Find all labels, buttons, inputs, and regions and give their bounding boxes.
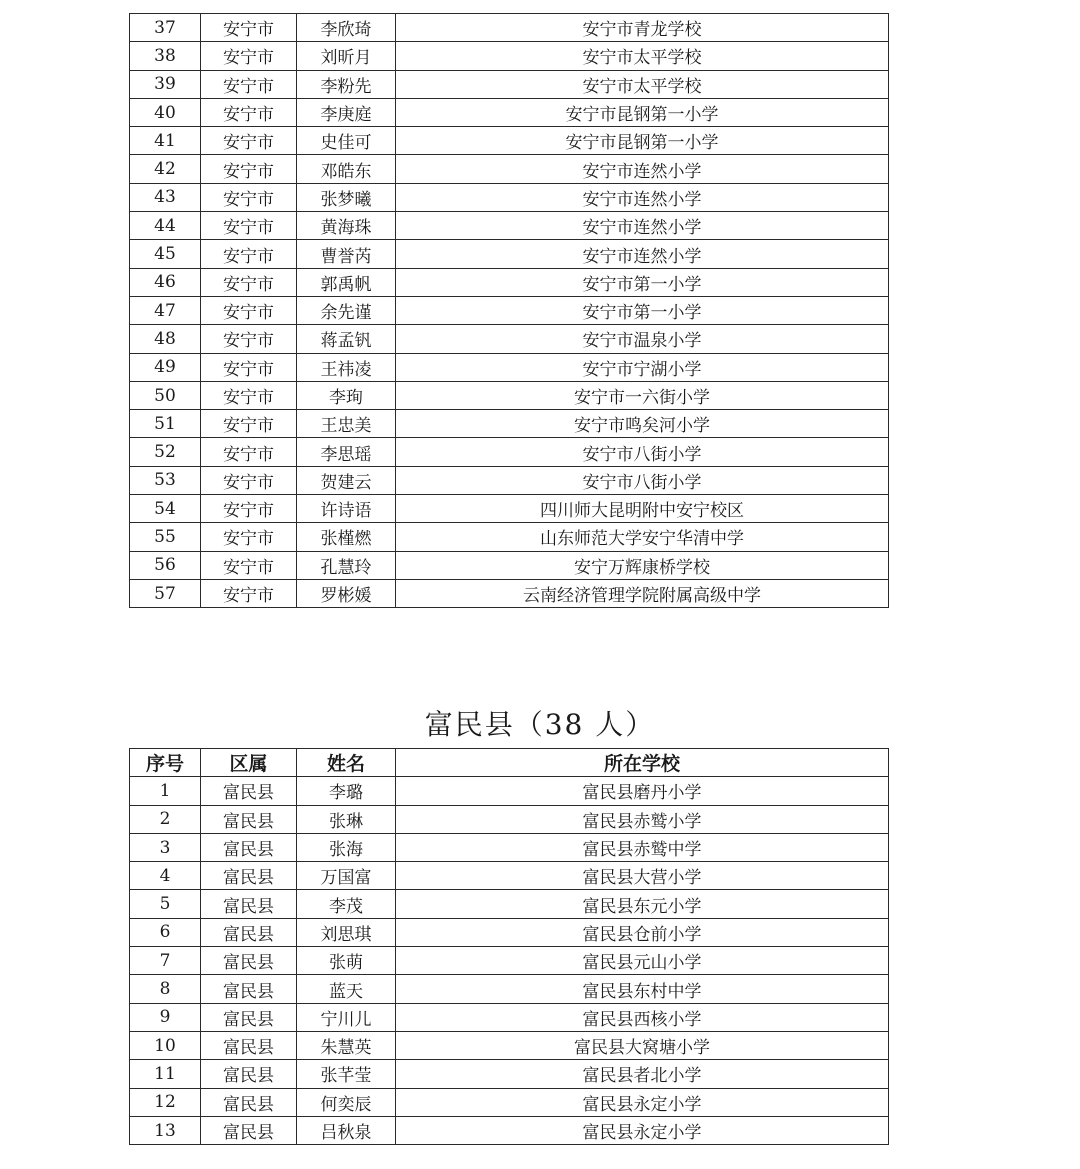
student-name-cell: 孔慧玲 — [297, 551, 396, 579]
school-cell: 安宁市太平学校 — [396, 42, 889, 70]
student-name-cell: 刘思琪 — [297, 918, 396, 946]
district-cell: 安宁市 — [201, 353, 297, 381]
school-cell: 安宁市八街小学 — [396, 466, 889, 494]
serial-number-cell: 55 — [130, 523, 201, 551]
serial-number-cell: 10 — [130, 1031, 201, 1059]
student-name-cell: 曹誉芮 — [297, 240, 396, 268]
student-name-cell: 蓝天 — [297, 975, 396, 1003]
student-name-cell: 王忠美 — [297, 410, 396, 438]
district-cell: 安宁市 — [201, 268, 297, 296]
district-cell: 富民县 — [201, 918, 297, 946]
serial-number-cell: 12 — [130, 1088, 201, 1116]
table-row — [130, 975, 889, 1003]
serial-number-cell: 4 — [130, 862, 201, 890]
serial-number-cell: 40 — [130, 98, 201, 126]
district-cell: 安宁市 — [201, 579, 297, 607]
table-row — [130, 862, 889, 890]
school-cell: 安宁市鸣矣河小学 — [396, 410, 889, 438]
student-name-cell: 李思瑶 — [297, 438, 396, 466]
header-name: 姓名 — [297, 749, 396, 777]
student-name-cell: 李茂 — [297, 890, 396, 918]
school-cell: 安宁市第一小学 — [396, 268, 889, 296]
district-cell: 富民县 — [201, 862, 297, 890]
fumin-roster-body — [130, 777, 889, 1145]
school-cell: 安宁市连然小学 — [396, 155, 889, 183]
serial-number-cell: 47 — [130, 296, 201, 324]
serial-number-cell: 56 — [130, 551, 201, 579]
district-cell: 富民县 — [201, 1060, 297, 1088]
school-cell: 富民县大窝塘小学 — [396, 1031, 889, 1059]
table-row — [130, 777, 889, 805]
student-name-cell: 贺建云 — [297, 466, 396, 494]
student-name-cell: 郭禹帆 — [297, 268, 396, 296]
student-name-cell: 史佳可 — [297, 127, 396, 155]
student-name-cell: 王祎凌 — [297, 353, 396, 381]
fumin-section-title: 富民县（38 人） — [424, 708, 656, 741]
district-cell: 富民县 — [201, 975, 297, 1003]
table-row — [130, 155, 889, 183]
school-cell: 富民县者北小学 — [396, 1060, 889, 1088]
student-name-cell: 余先谨 — [297, 296, 396, 324]
serial-number-cell: 54 — [130, 495, 201, 523]
student-name-cell: 邓皓东 — [297, 155, 396, 183]
serial-number-cell: 3 — [130, 833, 201, 861]
student-name-cell: 何奕辰 — [297, 1088, 396, 1116]
table-row — [130, 495, 889, 523]
student-name-cell: 黄海珠 — [297, 212, 396, 240]
serial-number-cell: 2 — [130, 805, 201, 833]
school-cell: 安宁市连然小学 — [396, 240, 889, 268]
district-cell: 安宁市 — [201, 523, 297, 551]
district-cell: 安宁市 — [201, 381, 297, 409]
student-name-cell: 李璐 — [297, 777, 396, 805]
school-cell: 安宁市太平学校 — [396, 70, 889, 98]
school-cell: 富民县赤鹫中学 — [396, 833, 889, 861]
school-cell: 富民县元山小学 — [396, 947, 889, 975]
anning-roster-body — [130, 14, 889, 608]
table-row — [130, 381, 889, 409]
serial-number-cell: 5 — [130, 890, 201, 918]
table-row — [130, 466, 889, 494]
serial-number-cell: 1 — [130, 777, 201, 805]
district-cell: 安宁市 — [201, 240, 297, 268]
table-row — [130, 1060, 889, 1088]
serial-number-cell: 50 — [130, 381, 201, 409]
serial-number-cell: 53 — [130, 466, 201, 494]
district-cell: 安宁市 — [201, 466, 297, 494]
serial-number-cell: 51 — [130, 410, 201, 438]
district-cell: 安宁市 — [201, 183, 297, 211]
serial-number-cell: 39 — [130, 70, 201, 98]
table-row — [130, 918, 889, 946]
school-cell: 富民县西核小学 — [396, 1003, 889, 1031]
district-cell: 富民县 — [201, 890, 297, 918]
district-cell: 安宁市 — [201, 325, 297, 353]
table-row — [130, 296, 889, 324]
district-cell: 富民县 — [201, 1116, 297, 1144]
serial-number-cell: 45 — [130, 240, 201, 268]
table-row — [130, 579, 889, 607]
student-name-cell: 张海 — [297, 833, 396, 861]
district-cell: 富民县 — [201, 777, 297, 805]
school-cell: 富民县赤鹫小学 — [396, 805, 889, 833]
student-name-cell: 李欣琦 — [297, 14, 396, 42]
school-cell: 富民县磨丹小学 — [396, 777, 889, 805]
student-name-cell: 万国富 — [297, 862, 396, 890]
school-cell: 安宁市连然小学 — [396, 183, 889, 211]
table-row — [130, 98, 889, 126]
student-name-cell: 宁川儿 — [297, 1003, 396, 1031]
student-name-cell: 刘昕月 — [297, 42, 396, 70]
district-cell: 富民县 — [201, 805, 297, 833]
district-cell: 安宁市 — [201, 14, 297, 42]
serial-number-cell: 6 — [130, 918, 201, 946]
district-cell: 安宁市 — [201, 98, 297, 126]
school-cell: 云南经济管理学院附属高级中学 — [396, 579, 889, 607]
table-row — [130, 42, 889, 70]
table-row — [130, 212, 889, 240]
student-name-cell: 李珣 — [297, 381, 396, 409]
school-cell: 富民县大营小学 — [396, 862, 889, 890]
student-name-cell: 吕秋泉 — [297, 1116, 396, 1144]
table-row — [130, 353, 889, 381]
table-row — [130, 551, 889, 579]
student-name-cell: 张槿燃 — [297, 523, 396, 551]
table-row — [130, 240, 889, 268]
header-district: 区属 — [201, 749, 297, 777]
serial-number-cell: 13 — [130, 1116, 201, 1144]
table-row — [130, 410, 889, 438]
school-cell: 富民县东村中学 — [396, 975, 889, 1003]
serial-number-cell: 9 — [130, 1003, 201, 1031]
student-name-cell: 许诗语 — [297, 495, 396, 523]
student-name-cell: 蒋孟钒 — [297, 325, 396, 353]
table-row — [130, 325, 889, 353]
anning-roster-table — [129, 13, 889, 608]
table-row — [130, 805, 889, 833]
school-cell: 安宁市第一小学 — [396, 296, 889, 324]
serial-number-cell: 44 — [130, 212, 201, 240]
district-cell: 富民县 — [201, 833, 297, 861]
table-row — [130, 127, 889, 155]
district-cell: 安宁市 — [201, 127, 297, 155]
school-cell: 安宁市一六街小学 — [396, 381, 889, 409]
student-name-cell: 张梦曦 — [297, 183, 396, 211]
table-row — [130, 1088, 889, 1116]
school-cell: 安宁市昆钢第一小学 — [396, 98, 889, 126]
serial-number-cell: 11 — [130, 1060, 201, 1088]
school-cell: 山东师范大学安宁华清中学 — [396, 523, 889, 551]
student-name-cell: 朱慧英 — [297, 1031, 396, 1059]
student-name-cell: 李庚庭 — [297, 98, 396, 126]
header-serial-number: 序号 — [130, 749, 201, 777]
school-cell: 安宁市八街小学 — [396, 438, 889, 466]
student-name-cell: 罗彬媛 — [297, 579, 396, 607]
district-cell: 富民县 — [201, 1003, 297, 1031]
table-row — [130, 947, 889, 975]
serial-number-cell: 38 — [130, 42, 201, 70]
student-name-cell: 张萌 — [297, 947, 396, 975]
school-cell: 安宁市青龙学校 — [396, 14, 889, 42]
table-row — [130, 890, 889, 918]
serial-number-cell: 46 — [130, 268, 201, 296]
serial-number-cell: 43 — [130, 183, 201, 211]
serial-number-cell: 57 — [130, 579, 201, 607]
district-cell: 安宁市 — [201, 296, 297, 324]
table-row — [130, 1003, 889, 1031]
table-row — [130, 268, 889, 296]
table-row — [130, 523, 889, 551]
serial-number-cell: 37 — [130, 14, 201, 42]
table-row — [130, 183, 889, 211]
school-cell: 富民县永定小学 — [396, 1088, 889, 1116]
serial-number-cell: 8 — [130, 975, 201, 1003]
district-cell: 安宁市 — [201, 438, 297, 466]
district-cell: 安宁市 — [201, 70, 297, 98]
school-cell: 安宁市温泉小学 — [396, 325, 889, 353]
district-cell: 富民县 — [201, 1088, 297, 1116]
school-cell: 安宁万辉康桥学校 — [396, 551, 889, 579]
school-cell: 安宁市连然小学 — [396, 212, 889, 240]
serial-number-cell: 7 — [130, 947, 201, 975]
table-row — [130, 833, 889, 861]
serial-number-cell: 48 — [130, 325, 201, 353]
district-cell: 安宁市 — [201, 42, 297, 70]
serial-number-cell: 52 — [130, 438, 201, 466]
header-school: 所在学校 — [396, 749, 889, 777]
district-cell: 安宁市 — [201, 551, 297, 579]
school-cell: 富民县仓前小学 — [396, 918, 889, 946]
serial-number-cell: 42 — [130, 155, 201, 183]
district-cell: 安宁市 — [201, 495, 297, 523]
district-cell: 安宁市 — [201, 410, 297, 438]
district-cell: 富民县 — [201, 947, 297, 975]
district-cell: 安宁市 — [201, 155, 297, 183]
student-name-cell: 张琳 — [297, 805, 396, 833]
school-cell: 富民县东元小学 — [396, 890, 889, 918]
table-row — [130, 438, 889, 466]
serial-number-cell: 49 — [130, 353, 201, 381]
school-cell: 四川师大昆明附中安宁校区 — [396, 495, 889, 523]
fumin-roster-table — [129, 748, 889, 1145]
district-cell: 安宁市 — [201, 212, 297, 240]
district-cell: 富民县 — [201, 1031, 297, 1059]
school-cell: 安宁市宁湖小学 — [396, 353, 889, 381]
student-name-cell: 张芊莹 — [297, 1060, 396, 1088]
table-header-row — [130, 749, 889, 777]
school-cell: 富民县永定小学 — [396, 1116, 889, 1144]
student-name-cell: 李粉先 — [297, 70, 396, 98]
table-row — [130, 1031, 889, 1059]
serial-number-cell: 41 — [130, 127, 201, 155]
school-cell: 安宁市昆钢第一小学 — [396, 127, 889, 155]
table-row — [130, 14, 889, 42]
table-row — [130, 1116, 889, 1144]
table-row — [130, 70, 889, 98]
